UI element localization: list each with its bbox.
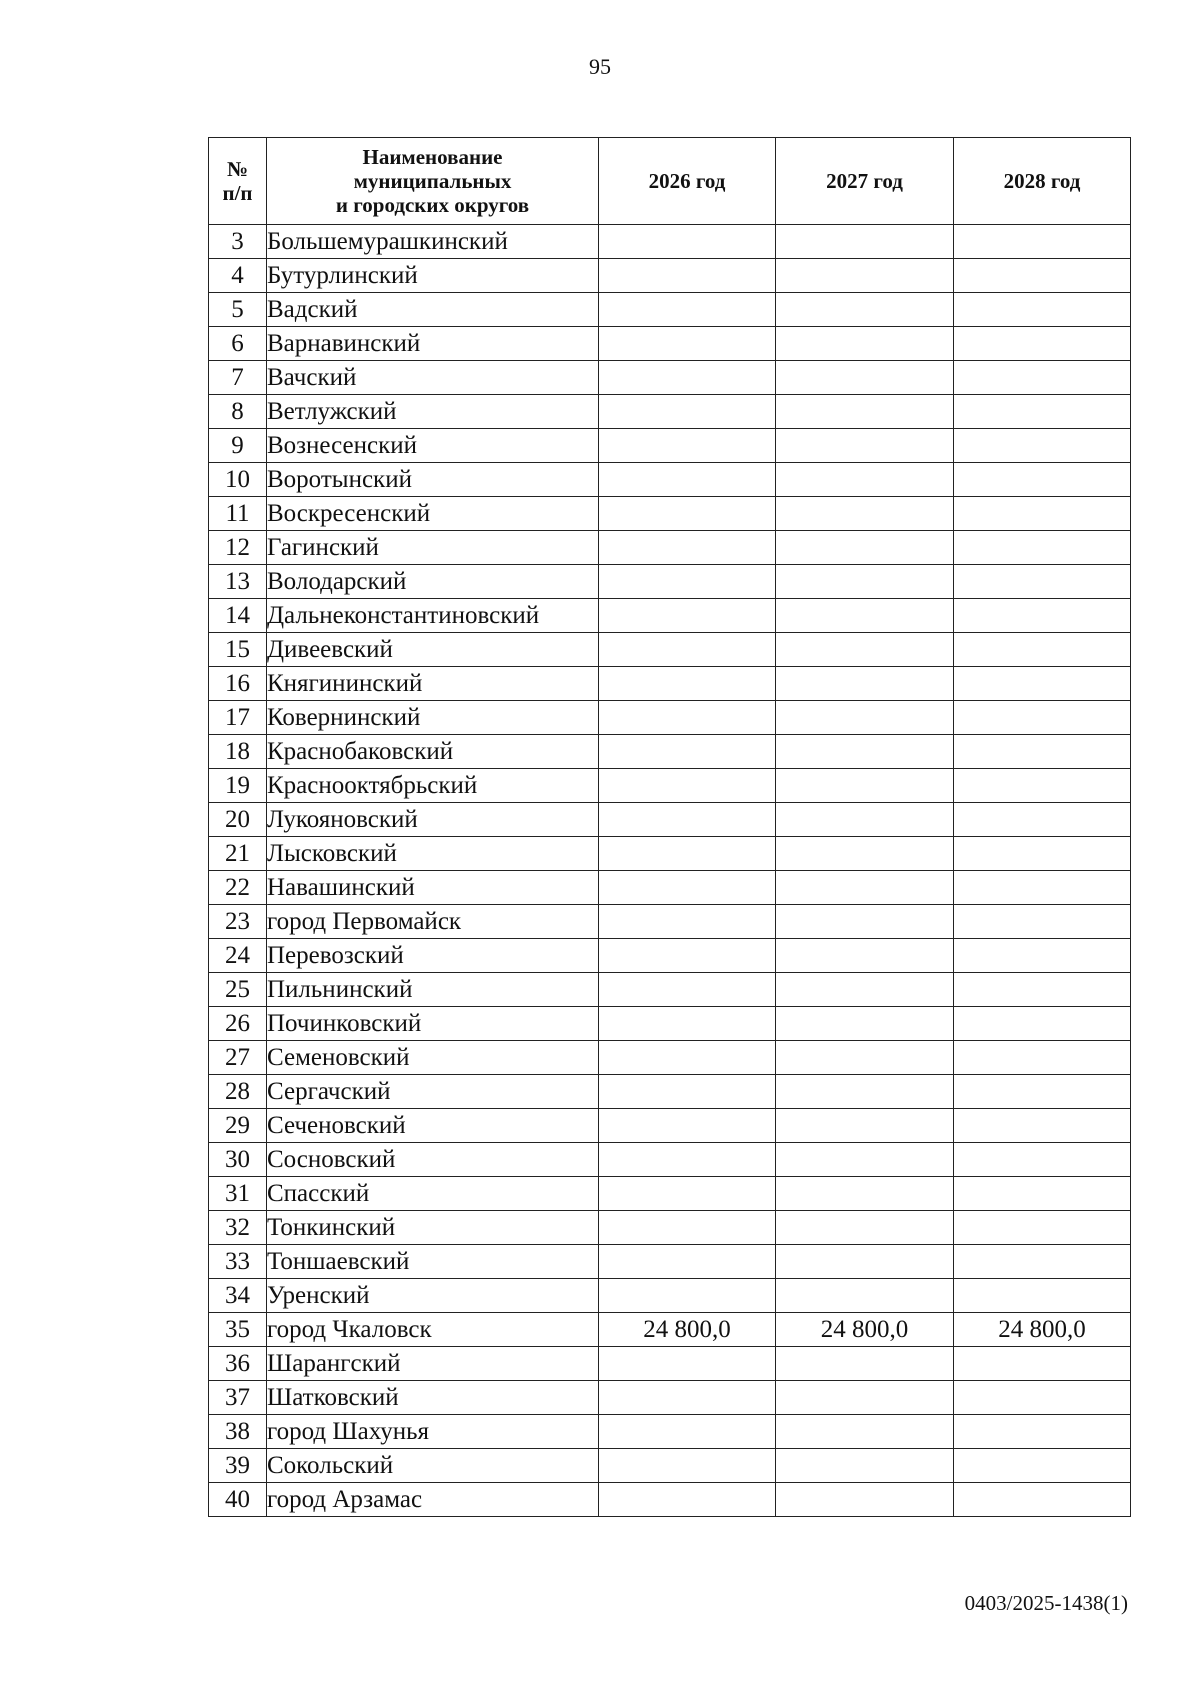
row-value-2027 xyxy=(776,1143,954,1177)
row-value-2028 xyxy=(954,973,1131,1007)
document-code: 0403/2025-1438(1) xyxy=(964,1591,1128,1615)
row-name: Воскресенский xyxy=(267,497,599,531)
row-name: Краснобаковский xyxy=(267,735,599,769)
row-value-2026 xyxy=(599,973,776,1007)
row-name: Вачский xyxy=(267,361,599,395)
row-value-2028 xyxy=(954,327,1131,361)
row-name: Гагинский xyxy=(267,531,599,565)
table-row xyxy=(209,1347,1131,1381)
table-row xyxy=(209,735,1131,769)
row-value-2028 xyxy=(954,463,1131,497)
row-name: Тоншаевский xyxy=(267,1245,599,1279)
row-number: 16 xyxy=(209,667,267,701)
row-number: 14 xyxy=(209,599,267,633)
row-number: 26 xyxy=(209,1007,267,1041)
row-value-2026 xyxy=(599,939,776,973)
row-name: Краснооктябрьский xyxy=(267,769,599,803)
row-value-2028 xyxy=(954,361,1131,395)
row-value-2027: 24 800,0 xyxy=(776,1313,954,1347)
row-name: Воротынский xyxy=(267,463,599,497)
table-header-row xyxy=(209,138,1131,225)
row-number: 22 xyxy=(209,871,267,905)
table-row xyxy=(209,939,1131,973)
table-row xyxy=(209,599,1131,633)
municipal-funding-table xyxy=(208,137,1131,1517)
row-name: Княгининский xyxy=(267,667,599,701)
row-value-2026 xyxy=(599,1177,776,1211)
row-value-2026 xyxy=(599,735,776,769)
table-row xyxy=(209,1381,1131,1415)
row-value-2027 xyxy=(776,1211,954,1245)
row-value-2027 xyxy=(776,1041,954,1075)
row-value-2027 xyxy=(776,973,954,1007)
header-2026: 2026 год xyxy=(599,138,776,225)
row-value-2027 xyxy=(776,1347,954,1381)
row-value-2028 xyxy=(954,497,1131,531)
row-value-2026 xyxy=(599,1381,776,1415)
header-2027: 2027 год xyxy=(776,138,954,225)
row-value-2027 xyxy=(776,1177,954,1211)
table-row xyxy=(209,429,1131,463)
row-number: 31 xyxy=(209,1177,267,1211)
row-number: 28 xyxy=(209,1075,267,1109)
row-number: 5 xyxy=(209,293,267,327)
row-value-2027 xyxy=(776,769,954,803)
row-value-2028 xyxy=(954,1449,1131,1483)
row-number: 15 xyxy=(209,633,267,667)
row-number: 29 xyxy=(209,1109,267,1143)
row-number: 38 xyxy=(209,1415,267,1449)
row-value-2026 xyxy=(599,395,776,429)
table-row xyxy=(209,395,1131,429)
row-value-2027 xyxy=(776,225,954,259)
row-value-2027 xyxy=(776,667,954,701)
row-name: Спасский xyxy=(267,1177,599,1211)
row-number: 25 xyxy=(209,973,267,1007)
table-row xyxy=(209,1007,1131,1041)
row-name: Дивеевский xyxy=(267,633,599,667)
row-name: Пильнинский xyxy=(267,973,599,1007)
row-value-2026 xyxy=(599,837,776,871)
row-name: Семеновский xyxy=(267,1041,599,1075)
row-value-2027 xyxy=(776,395,954,429)
row-value-2028 xyxy=(954,701,1131,735)
row-name: Лукояновский xyxy=(267,803,599,837)
row-number: 18 xyxy=(209,735,267,769)
row-number: 39 xyxy=(209,1449,267,1483)
row-value-2026 xyxy=(599,667,776,701)
row-value-2026 xyxy=(599,701,776,735)
row-value-2027 xyxy=(776,1415,954,1449)
header-name-line3: и городских округов xyxy=(335,193,530,217)
row-number: 7 xyxy=(209,361,267,395)
table-row xyxy=(209,1483,1131,1517)
row-number: 8 xyxy=(209,395,267,429)
table-row xyxy=(209,905,1131,939)
header-number-line1: № xyxy=(226,157,249,181)
row-value-2027 xyxy=(776,1449,954,1483)
row-name: Ковернинский xyxy=(267,701,599,735)
row-name: Дальнеконстантиновский xyxy=(267,599,599,633)
row-value-2027 xyxy=(776,1279,954,1313)
row-value-2028 xyxy=(954,1245,1131,1279)
row-value-2026 xyxy=(599,633,776,667)
row-value-2026 xyxy=(599,225,776,259)
table-row xyxy=(209,1143,1131,1177)
row-value-2026 xyxy=(599,531,776,565)
row-name: Варнавинский xyxy=(267,327,599,361)
row-name: город Шахунья xyxy=(267,1415,599,1449)
row-value-2027 xyxy=(776,633,954,667)
row-value-2028: 24 800,0 xyxy=(954,1313,1131,1347)
row-value-2027 xyxy=(776,361,954,395)
row-value-2026 xyxy=(599,1415,776,1449)
row-number: 3 xyxy=(209,225,267,259)
row-number: 36 xyxy=(209,1347,267,1381)
table-row xyxy=(209,463,1131,497)
table-row xyxy=(209,259,1131,293)
row-value-2026 xyxy=(599,1075,776,1109)
row-number: 11 xyxy=(209,497,267,531)
table-row xyxy=(209,1041,1131,1075)
row-value-2026 xyxy=(599,1279,776,1313)
page-number: 95 xyxy=(589,54,611,79)
row-value-2026 xyxy=(599,1109,776,1143)
row-value-2028 xyxy=(954,1279,1131,1313)
row-name: Большемурашкинский xyxy=(267,225,599,259)
header-name xyxy=(267,138,599,225)
row-value-2027 xyxy=(776,1007,954,1041)
row-value-2027 xyxy=(776,565,954,599)
row-value-2028 xyxy=(954,1347,1131,1381)
row-number: 24 xyxy=(209,939,267,973)
table-row xyxy=(209,565,1131,599)
row-value-2028 xyxy=(954,1483,1131,1517)
row-value-2026 xyxy=(599,1007,776,1041)
row-value-2026 xyxy=(599,803,776,837)
row-number: 35 xyxy=(209,1313,267,1347)
row-value-2026 xyxy=(599,769,776,803)
row-value-2026 xyxy=(599,871,776,905)
row-name: Навашинский xyxy=(267,871,599,905)
row-name: Шатковский xyxy=(267,1381,599,1415)
row-value-2026 xyxy=(599,1449,776,1483)
row-name: Ветлужский xyxy=(267,395,599,429)
row-value-2028 xyxy=(954,1143,1131,1177)
header-number-line2: п/п xyxy=(222,181,253,205)
row-number: 20 xyxy=(209,803,267,837)
row-value-2026 xyxy=(599,905,776,939)
row-number: 17 xyxy=(209,701,267,735)
row-value-2028 xyxy=(954,905,1131,939)
row-value-2028 xyxy=(954,1109,1131,1143)
row-value-2026 xyxy=(599,497,776,531)
row-number: 30 xyxy=(209,1143,267,1177)
row-value-2026 xyxy=(599,1483,776,1517)
row-value-2028 xyxy=(954,1381,1131,1415)
row-number: 33 xyxy=(209,1245,267,1279)
row-number: 19 xyxy=(209,769,267,803)
row-value-2028 xyxy=(954,565,1131,599)
row-value-2026: 24 800,0 xyxy=(599,1313,776,1347)
table-row xyxy=(209,803,1131,837)
row-value-2027 xyxy=(776,1245,954,1279)
row-name: Перевозский xyxy=(267,939,599,973)
table-row xyxy=(209,769,1131,803)
row-value-2028 xyxy=(954,1177,1131,1211)
row-value-2027 xyxy=(776,497,954,531)
row-number: 12 xyxy=(209,531,267,565)
table-row xyxy=(209,531,1131,565)
row-value-2027 xyxy=(776,735,954,769)
row-value-2027 xyxy=(776,1075,954,1109)
row-number: 27 xyxy=(209,1041,267,1075)
header-name-line1: Наименование xyxy=(362,145,503,169)
row-value-2027 xyxy=(776,701,954,735)
row-value-2028 xyxy=(954,837,1131,871)
row-value-2026 xyxy=(599,1211,776,1245)
table-row xyxy=(209,225,1131,259)
row-value-2028 xyxy=(954,803,1131,837)
row-value-2026 xyxy=(599,1245,776,1279)
row-value-2028 xyxy=(954,293,1131,327)
row-value-2028 xyxy=(954,769,1131,803)
row-name: Сергачский xyxy=(267,1075,599,1109)
row-value-2028 xyxy=(954,1007,1131,1041)
row-value-2028 xyxy=(954,429,1131,463)
header-2028: 2028 год xyxy=(954,138,1131,225)
table-row xyxy=(209,871,1131,905)
row-value-2027 xyxy=(776,939,954,973)
table-row xyxy=(209,1279,1131,1313)
row-value-2027 xyxy=(776,1109,954,1143)
row-value-2028 xyxy=(954,939,1131,973)
row-value-2027 xyxy=(776,871,954,905)
table-row xyxy=(209,1245,1131,1279)
table-row xyxy=(209,1313,1131,1347)
table-row xyxy=(209,327,1131,361)
table-row xyxy=(209,667,1131,701)
table-row xyxy=(209,1075,1131,1109)
row-name: Сеченовский xyxy=(267,1109,599,1143)
table-row xyxy=(209,1449,1131,1483)
row-name: Вадский xyxy=(267,293,599,327)
table-row xyxy=(209,361,1131,395)
row-value-2028 xyxy=(954,667,1131,701)
row-value-2027 xyxy=(776,327,954,361)
row-value-2028 xyxy=(954,633,1131,667)
row-number: 34 xyxy=(209,1279,267,1313)
table-row xyxy=(209,973,1131,1007)
row-value-2027 xyxy=(776,905,954,939)
row-number: 21 xyxy=(209,837,267,871)
table-row xyxy=(209,1177,1131,1211)
row-value-2027 xyxy=(776,599,954,633)
row-value-2028 xyxy=(954,531,1131,565)
row-value-2026 xyxy=(599,293,776,327)
row-name: город Первомайск xyxy=(267,905,599,939)
row-value-2028 xyxy=(954,395,1131,429)
table-row xyxy=(209,701,1131,735)
row-value-2028 xyxy=(954,599,1131,633)
row-value-2028 xyxy=(954,259,1131,293)
row-number: 9 xyxy=(209,429,267,463)
row-name: Сокольский xyxy=(267,1449,599,1483)
row-value-2028 xyxy=(954,1211,1131,1245)
table-row xyxy=(209,1415,1131,1449)
row-value-2026 xyxy=(599,599,776,633)
row-value-2027 xyxy=(776,837,954,871)
row-value-2028 xyxy=(954,225,1131,259)
row-value-2028 xyxy=(954,871,1131,905)
row-number: 4 xyxy=(209,259,267,293)
header-name-line2: муниципальных xyxy=(353,169,512,193)
row-name: Лысковский xyxy=(267,837,599,871)
row-value-2027 xyxy=(776,429,954,463)
row-value-2026 xyxy=(599,1347,776,1381)
row-value-2028 xyxy=(954,1041,1131,1075)
row-value-2026 xyxy=(599,565,776,599)
row-number: 23 xyxy=(209,905,267,939)
row-name: Починковский xyxy=(267,1007,599,1041)
row-name: Сосновский xyxy=(267,1143,599,1177)
row-value-2026 xyxy=(599,463,776,497)
table-row xyxy=(209,497,1131,531)
table-row xyxy=(209,1211,1131,1245)
row-value-2027 xyxy=(776,1381,954,1415)
row-number: 40 xyxy=(209,1483,267,1517)
row-value-2026 xyxy=(599,259,776,293)
row-number: 32 xyxy=(209,1211,267,1245)
row-value-2027 xyxy=(776,259,954,293)
table-row xyxy=(209,1109,1131,1143)
table-row xyxy=(209,293,1131,327)
row-name: Шарангский xyxy=(267,1347,599,1381)
row-number: 13 xyxy=(209,565,267,599)
table-row xyxy=(209,837,1131,871)
row-value-2028 xyxy=(954,1075,1131,1109)
row-value-2027 xyxy=(776,1483,954,1517)
row-value-2027 xyxy=(776,531,954,565)
row-value-2026 xyxy=(599,1041,776,1075)
row-value-2026 xyxy=(599,429,776,463)
row-name: Вознесенский xyxy=(267,429,599,463)
row-value-2027 xyxy=(776,463,954,497)
row-name: Уренский xyxy=(267,1279,599,1313)
row-name: Тонкинский xyxy=(267,1211,599,1245)
row-value-2026 xyxy=(599,361,776,395)
row-value-2027 xyxy=(776,803,954,837)
row-number: 37 xyxy=(209,1381,267,1415)
row-number: 6 xyxy=(209,327,267,361)
header-number xyxy=(209,138,267,225)
row-name: Володарский xyxy=(267,565,599,599)
table-row xyxy=(209,633,1131,667)
row-number: 10 xyxy=(209,463,267,497)
row-value-2026 xyxy=(599,327,776,361)
row-value-2026 xyxy=(599,1143,776,1177)
row-value-2027 xyxy=(776,293,954,327)
row-name: город Арзамас xyxy=(267,1483,599,1517)
row-value-2028 xyxy=(954,735,1131,769)
row-value-2028 xyxy=(954,1415,1131,1449)
row-name: город Чкаловск xyxy=(267,1313,599,1347)
row-name: Бутурлинский xyxy=(267,259,599,293)
